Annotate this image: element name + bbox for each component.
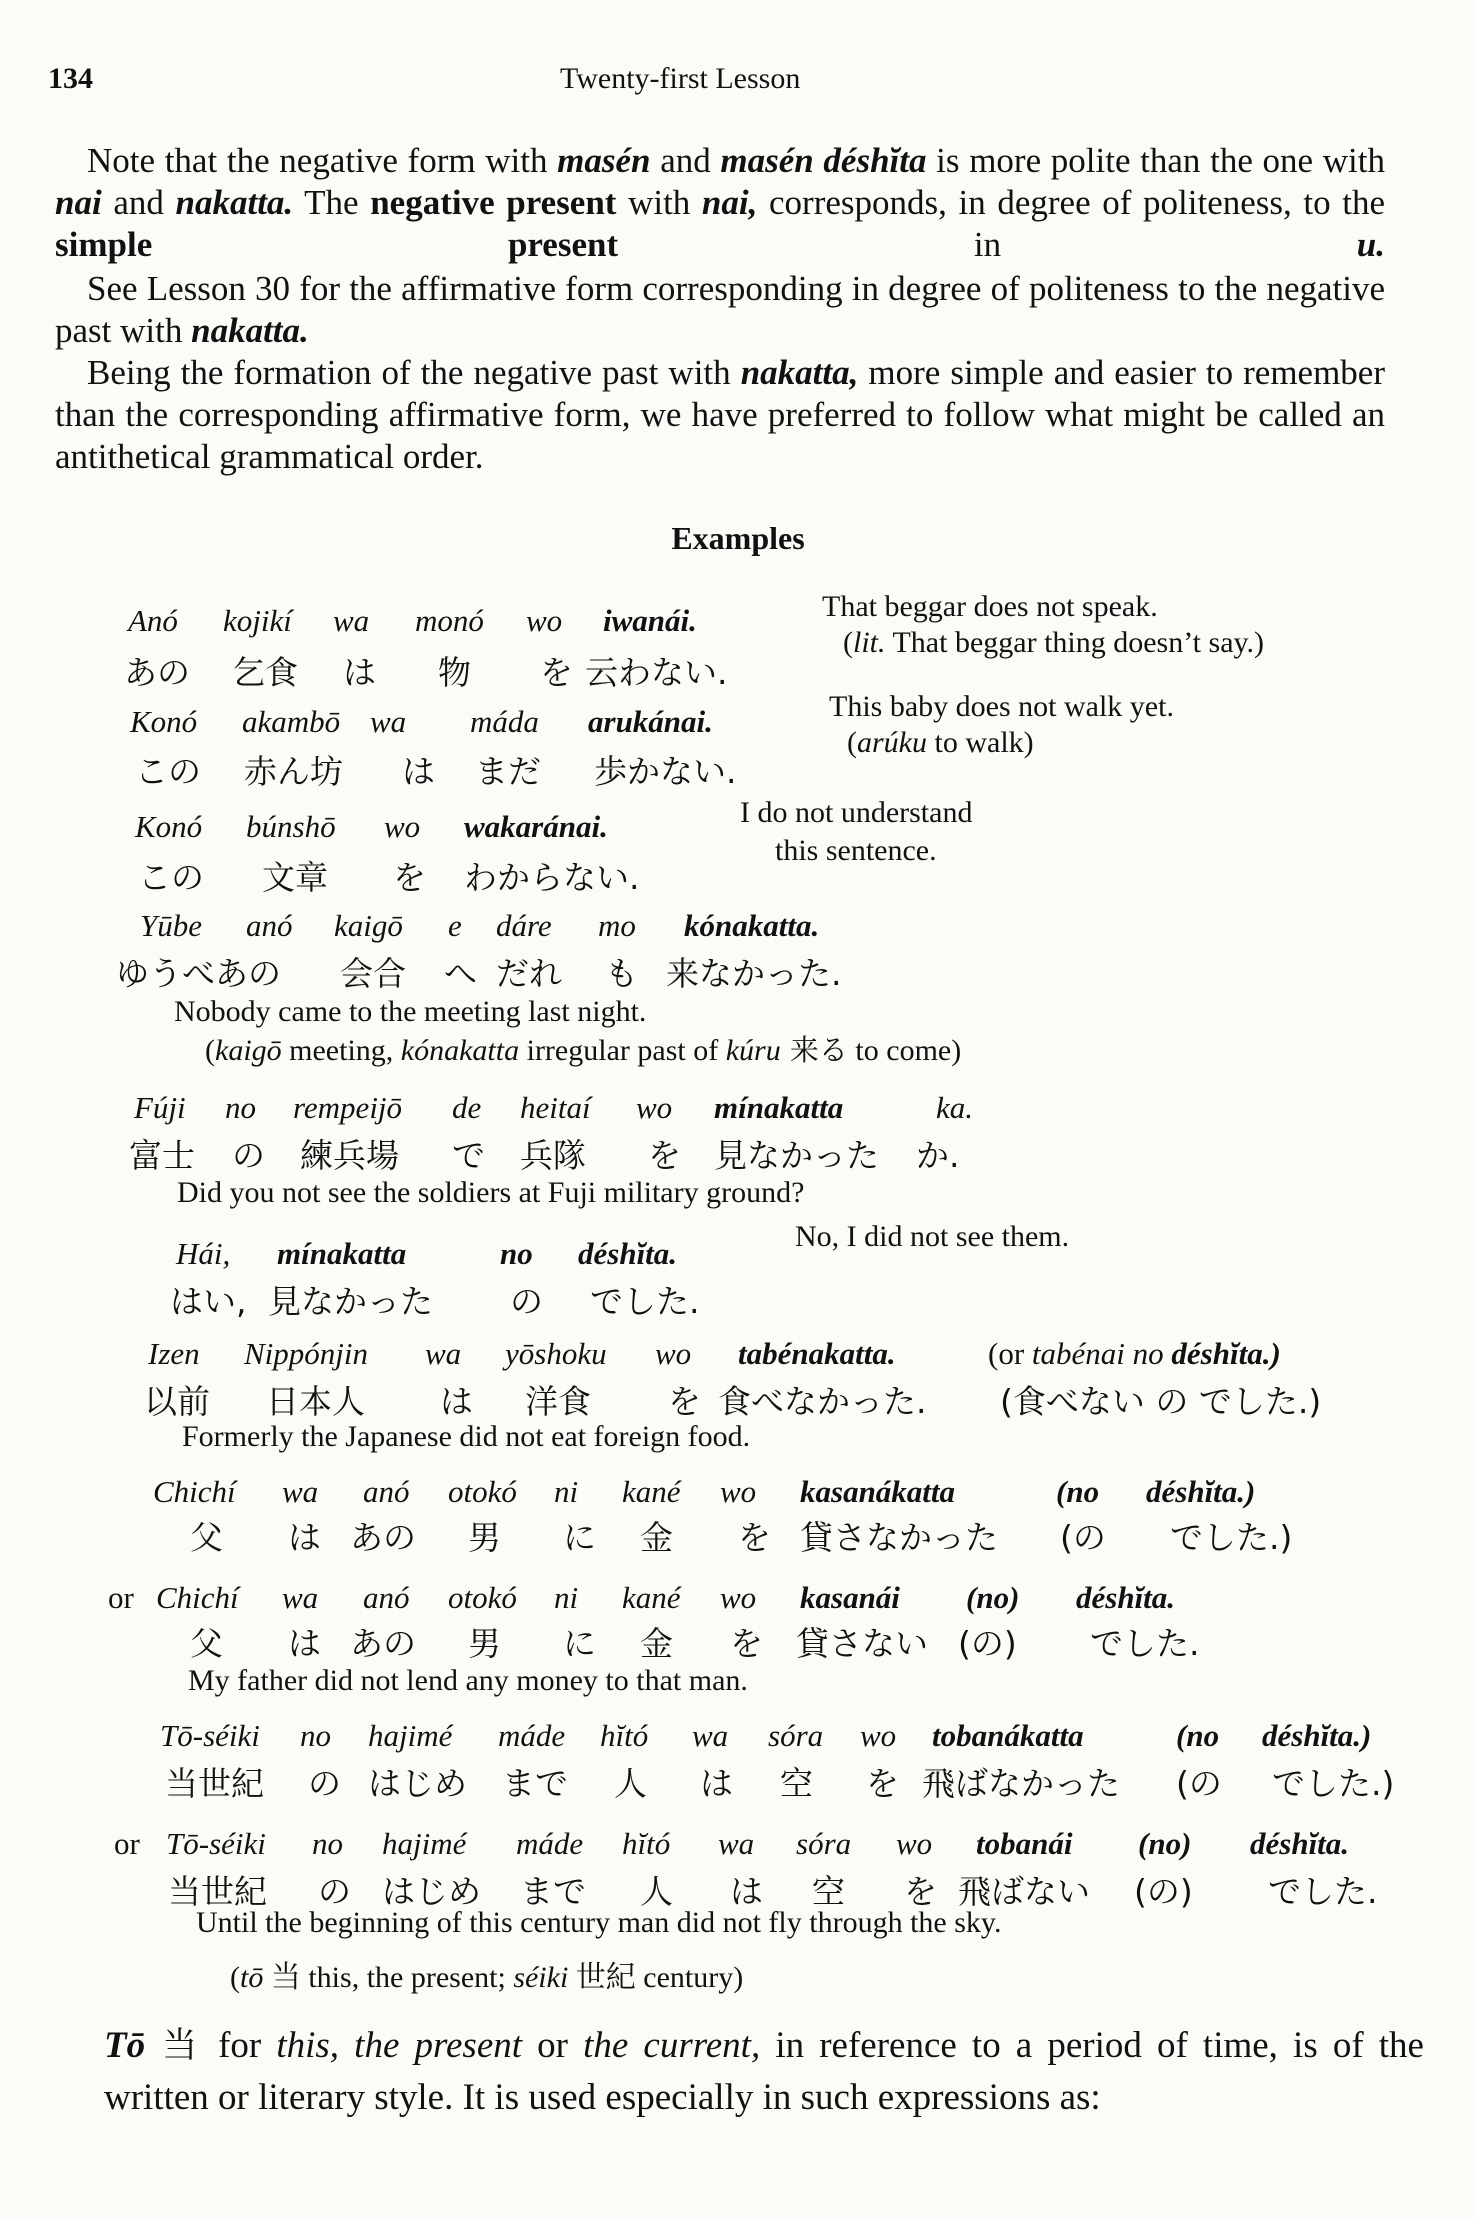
page-number: 134 — [48, 62, 93, 95]
running-header: Twenty-first Lesson — [560, 62, 801, 95]
example-translation-note: (lit. That beggar thing doesn’t say.) — [843, 626, 1265, 659]
example-translation: This baby does not walk yet. — [829, 690, 1174, 723]
example-translation-note: (tō 当 this, the present; séiki 世紀 century) — [230, 1961, 744, 1994]
intro-paragraph-1: Note that the negative form with masén and masén déshĭta is more polite than the one with nai and nakatta. The negative present with nai, corresponds, in degree of politeness, to the simple present in u. — [55, 141, 1385, 264]
intro-paragraph-2: See Lesson 30 for the affirmative form corresponding in degree of politeness to the negative past with nakatta. — [55, 269, 1385, 350]
example-translation: Nobody came to the meeting last night. — [174, 995, 647, 1028]
closing-paragraph: Tō 当 for this, the present or the current, in reference to a period of time, is of the written or literary style. It is used especially in such expressions as: — [104, 2025, 1424, 2118]
example-translation-note: (kaigō meeting, kónakatta irregular past of kúru 来る to come) — [205, 1033, 962, 1067]
example-translation: No, I did not see them. — [795, 1220, 1070, 1253]
example-translation: Did you not see the soldiers at Fuji military ground? — [177, 1176, 805, 1209]
examples-section: Anó kojikí wa monó wo iwanái. あの 乞食 は 物 を 云わない. That beggar does not speak. (lit. That beggar thing doesn’t say.) Konó akambō wa máda arukánai. この 赤ん坊 は まだ 歩かない. This baby does not walk yet. (arúku to walk) Konó búnshō wo wakaránai. この 文章 を わからない. I do not understand this sentence. Yūbe anó kaigō e dáre mo kónakatta. ゆうべあの 会合 へ だれ も 来なかった. Nobody came to the meeting last night. (kaigō meeting, kónakatta irregular past of kúru 来る to come) Fúji no rempeijō de heitaí wo mínakatta ka. 富士 の 練兵場 で 兵隊 を 見なかった か. Did you not see the soldiers at Fuji military ground? Hái, mínakatta no déshĭta. はい, 見なかった の でした. No, I did not see them. Izen Nippónjin wa yōshoku wo tabénakatta. (or tabénai no déshĭta.) 以前 日本人 は 洋食 を 食べなかった. (食べない の でした.) Formerly the Japanese did not eat foreign food. Chichí wa anó otokó ni kané wo kasanákatta (no déshĭta.) 父 は あの 男 に 金 を 貸さなかった (の でした.) or Chichí wa anó otokó ni kané wo kasanái (no) déshĭta. 父 は あの 男 に 金 を 貸さない (の) でした. My father did not lend any money to that man. Tō-séiki no hajimé máde hĭtó wa sóra wo tobanákatta (no déshĭta.) 当世紀 の はじめ まで 人 は 空 を 飛ばなかった (の でした.) or Tō-séiki no hajimé máde hĭtó wa sóra wo tobanái (no) déshĭta. 当世紀 の はじめ まで 人 は 空 を 飛ばない (の) でした. Until the beginning of this century man did not fly through the sky. (tō 当 this, the present; séiki 世紀 century) — [108, 590, 1395, 1994]
intro-paragraph-3: Being the formation of the negative past with nakatta, more simple and easier to remember than the corresponding affirmative form, we have preferred to follow what might be called an antithetical grammatical order. — [55, 353, 1386, 476]
examples-heading: Examples — [671, 520, 805, 556]
example-translation-cont: this sentence. — [775, 834, 937, 867]
example-translation: My father did not lend any money to that man. — [188, 1664, 748, 1697]
example-translation: Until the beginning of this century man did not fly through the sky. — [196, 1906, 1002, 1939]
example-translation: I do not understand — [740, 796, 973, 829]
example-alternate: (or tabénai no déshĭta.) — [988, 1336, 1281, 1371]
example-translation-note: (arúku to walk) — [847, 726, 1034, 759]
example-translation: That beggar does not speak. — [822, 590, 1158, 623]
example-translation: Formerly the Japanese did not eat foreign food. — [182, 1420, 751, 1453]
